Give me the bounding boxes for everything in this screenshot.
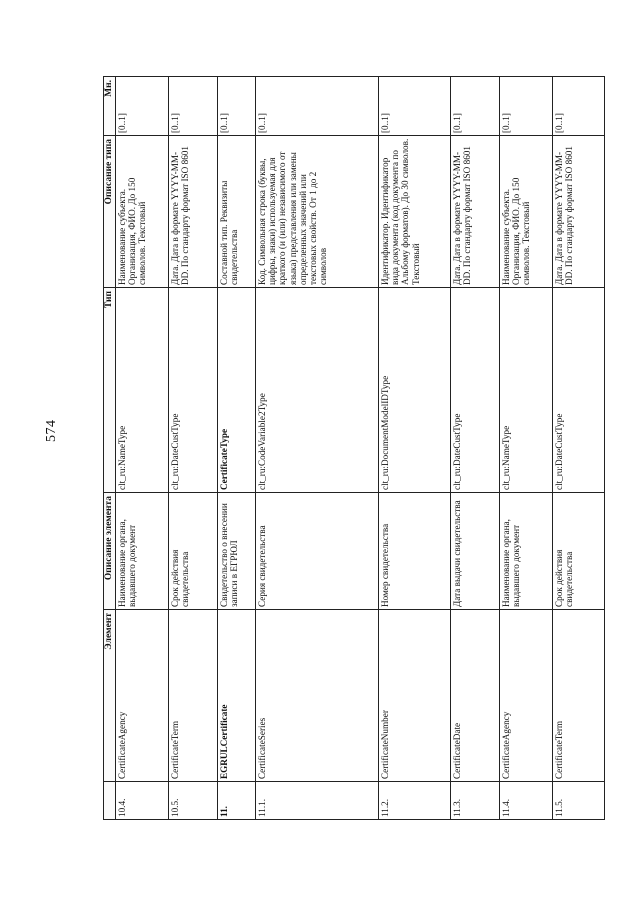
page-number: 574 — [44, 419, 59, 442]
header-type-description: Описание типа — [104, 136, 116, 288]
row-element-description: Свидетельство о внесении записи в ЕГРЮЛ — [217, 493, 255, 610]
row-number: 11.1. — [255, 782, 378, 820]
row-type-description: Код. Символьная строка (буквы, цифры, знаки) используемая для краткого (и (или) независимого от языка) представления или замены определенных значений или текстовых свойств. От 1 до 2 символов — [255, 136, 378, 288]
row-multiplicity: [0..1] — [168, 77, 217, 136]
row-type: CertificateType — [217, 288, 255, 493]
table-header-row — [104, 77, 116, 820]
header-number — [104, 782, 116, 820]
rotated-table-container — [103, 77, 581, 820]
row-element: CertificateTerm — [552, 610, 604, 782]
row-element: CertificateNumber — [378, 610, 450, 782]
table-row — [552, 77, 604, 820]
elements-table — [103, 76, 605, 820]
header-multiplicity: Мн. — [104, 77, 116, 136]
row-number: 11.5. — [552, 782, 604, 820]
row-element: CertificateAgency — [115, 610, 168, 782]
row-type-description: Составной тип. Реквизиты свидетельства — [217, 136, 255, 288]
row-type: clt_ru:DateCustType — [168, 288, 217, 493]
row-type: clt_ru:NameType — [499, 288, 552, 493]
row-type: clt_ru:NameType — [115, 288, 168, 493]
row-element-description: Срок действия свидетельства — [552, 493, 604, 610]
row-element-description: Дата выдачи свидетельства — [450, 493, 499, 610]
row-multiplicity: [0..1] — [378, 77, 450, 136]
row-element: CertificateAgency — [499, 610, 552, 782]
table-row — [115, 77, 168, 820]
table-row-section — [217, 77, 255, 820]
table-row — [499, 77, 552, 820]
row-number: 11. — [217, 782, 255, 820]
row-element-description: Срок действия свидетельства — [168, 493, 217, 610]
row-type-description: Наименование субъекта. Организация, ФИО. До 150 символов. Текстовый — [115, 136, 168, 288]
row-element: CertificateTerm — [168, 610, 217, 782]
row-multiplicity: [0..1] — [499, 77, 552, 136]
row-element: EGRULCertificate — [217, 610, 255, 782]
header-element: Элемент — [104, 610, 116, 782]
row-type-description: Дата. Дата в формате YYYY-MM-DD. По стандарту формат ISO 8601 — [450, 136, 499, 288]
row-element-description: Серия свидетельства — [255, 493, 378, 610]
row-element: CertificateSeries — [255, 610, 378, 782]
row-multiplicity: [0..1] — [115, 77, 168, 136]
row-element-description: Наименование органа, выдавшего документ — [115, 493, 168, 610]
row-multiplicity: [0..1] — [217, 77, 255, 136]
table-row — [168, 77, 217, 820]
row-multiplicity: [0..1] — [450, 77, 499, 136]
table-row — [450, 77, 499, 820]
row-type: clt_ru:DocumentModelIDType — [378, 288, 450, 493]
header-type: Тип — [104, 288, 116, 493]
table-row — [255, 77, 378, 820]
row-type-description: Дата. Дата в формате YYYY-MM-DD. По стандарту формат ISO 8601 — [552, 136, 604, 288]
row-number: 10.5. — [168, 782, 217, 820]
row-number: 10.4. — [115, 782, 168, 820]
row-number: 11.4. — [499, 782, 552, 820]
row-type: clt_ru:DateCustType — [552, 288, 604, 493]
row-number: 11.2. — [378, 782, 450, 820]
header-element-description: Описание элемента — [104, 493, 116, 610]
row-type: clt_ru:CodeVariable2Type — [255, 288, 378, 493]
row-type-description: Идентификатор. Идентификатор вида документа (код документа по Альбому форматов). До 30 символов. Текстовый — [378, 136, 450, 288]
row-type-description: Дата. Дата в формате YYYY-MM-DD. По стандарту формат ISO 8601 — [168, 136, 217, 288]
row-type: clt_ru:DateCustType — [450, 288, 499, 493]
row-number: 11.3. — [450, 782, 499, 820]
row-element: CertificateDate — [450, 610, 499, 782]
row-multiplicity: [0..1] — [255, 77, 378, 136]
row-multiplicity: [0..1] — [552, 77, 604, 136]
row-type-description: Наименование субъекта. Организация, ФИО. До 150 символов. Текстовый — [499, 136, 552, 288]
row-element-description: Наименование органа, выдавшего документ — [499, 493, 552, 610]
row-element-description: Номер свидетельства — [378, 493, 450, 610]
table-row — [378, 77, 450, 820]
